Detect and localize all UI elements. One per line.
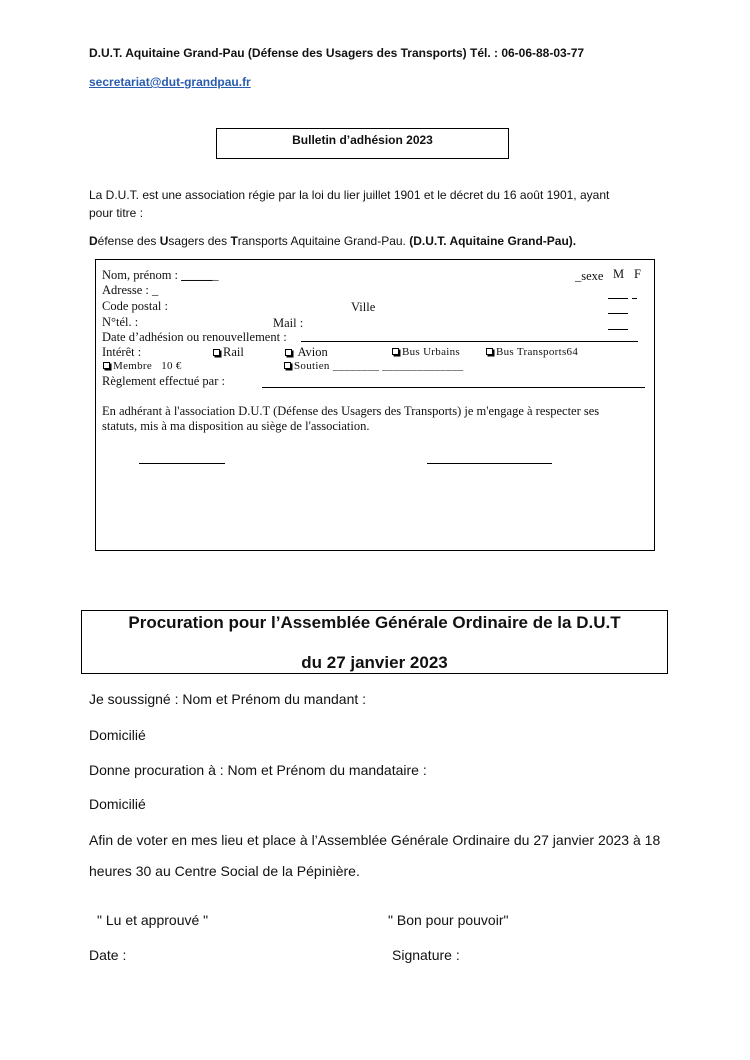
- option-soutien[interactable]: Soutien ________ ______________: [284, 360, 463, 372]
- date-label: Date :: [89, 947, 127, 963]
- membership-date-line[interactable]: [301, 341, 638, 342]
- lu-approuve-label: " Lu et approuvé ": [97, 912, 209, 928]
- email-link[interactable]: secretariat@dut-grandpau.fr: [89, 75, 251, 89]
- option-avion[interactable]: Avion: [285, 345, 328, 360]
- sexe-blank-1: [608, 298, 628, 299]
- sexe-m[interactable]: M: [613, 267, 625, 281]
- engagement-line-1: En adhérant à l'association D.U.T (Défense des Usagers des Transports) je m'engage à respecter ses: [102, 404, 600, 418]
- city-field[interactable]: Ville: [351, 300, 376, 314]
- postal-code-field[interactable]: Code postal :: [102, 299, 168, 313]
- checkbox-icon: [213, 349, 220, 356]
- option-rail[interactable]: Rail: [213, 345, 244, 360]
- form-inner-divider: [654, 259, 655, 329]
- option-bus-urbains[interactable]: Bus Urbains: [392, 346, 460, 358]
- vote-text-line-2: heures 30 au Centre Social de la Pépinière.: [89, 863, 360, 879]
- mandant-label: Je soussigné : Nom et Prénom du mandant :: [89, 691, 367, 707]
- intro-line-2: pour titre :: [89, 206, 144, 220]
- payment-label: Règlement effectué par :: [102, 374, 225, 388]
- vote-text-line-1: Afin de voter en mes lieu et place à l’Assemblée Générale Ordinaire du 27 janvier 2023 à 18: [89, 832, 661, 848]
- blank-line-1: [608, 313, 628, 314]
- name-field[interactable]: Nom, prénom : ______: [102, 268, 219, 282]
- checkbox-icon: [486, 348, 493, 355]
- sexe-blank-2: [632, 298, 637, 299]
- option-membre[interactable]: Membre 10 €: [103, 360, 182, 372]
- address-field[interactable]: Adresse : _: [102, 283, 159, 297]
- checkbox-icon: [392, 348, 399, 355]
- bulletin-title: Bulletin d’adhésion 2023: [292, 133, 433, 147]
- signature-line-left[interactable]: [139, 463, 225, 464]
- organization-header: D.U.T. Aquitaine Grand-Pau (Défense des Usagers des Transports) Tél. : 06-06-88-03-77: [89, 46, 585, 60]
- domicile-1-label: Domicilié: [89, 727, 146, 743]
- engagement-line-2: statuts, mis à ma disposition au siège de l'association.: [102, 419, 370, 433]
- membership-date-label: Date d’adhésion ou renouvellement :: [102, 330, 287, 344]
- signature-line-right[interactable]: [427, 463, 552, 464]
- interest-label: Intérêt :: [102, 345, 142, 359]
- procuration-title-line-1: Procuration pour l’Assemblée Générale Ordinaire de la D.U.T: [128, 613, 621, 632]
- mandataire-label: Donne procuration à : Nom et Prénom du mandataire :: [89, 762, 427, 778]
- checkbox-icon: [284, 362, 291, 369]
- checkbox-icon: [285, 349, 292, 356]
- phone-field[interactable]: N°tél. :: [102, 315, 139, 329]
- sexe-f[interactable]: F: [634, 267, 641, 281]
- domicile-2-label: Domicilié: [89, 796, 146, 812]
- mail-field[interactable]: Mail :: [273, 316, 304, 330]
- blank-line-2: [608, 329, 628, 330]
- payment-line[interactable]: [262, 387, 645, 388]
- association-name-line: Défense des Usagers des Transports Aquitaine Grand-Pau. (D.U.T. Aquitaine Grand-Pau).: [89, 234, 577, 248]
- checkbox-icon: [103, 362, 110, 369]
- signature-label: Signature :: [392, 947, 460, 963]
- option-bus-transports64[interactable]: Bus Transports64: [486, 346, 578, 358]
- intro-line-1: La D.U.T. est une association régie par la loi du lier juillet 1901 et le décret du 16 août 1901, ayant: [89, 188, 610, 202]
- sexe-label: _sexe: [575, 269, 604, 283]
- procuration-title-line-2: du 27 janvier 2023: [301, 653, 448, 672]
- bulletin-title-box: [216, 128, 509, 159]
- bon-pour-pouvoir-label: " Bon pour pouvoir": [388, 912, 509, 928]
